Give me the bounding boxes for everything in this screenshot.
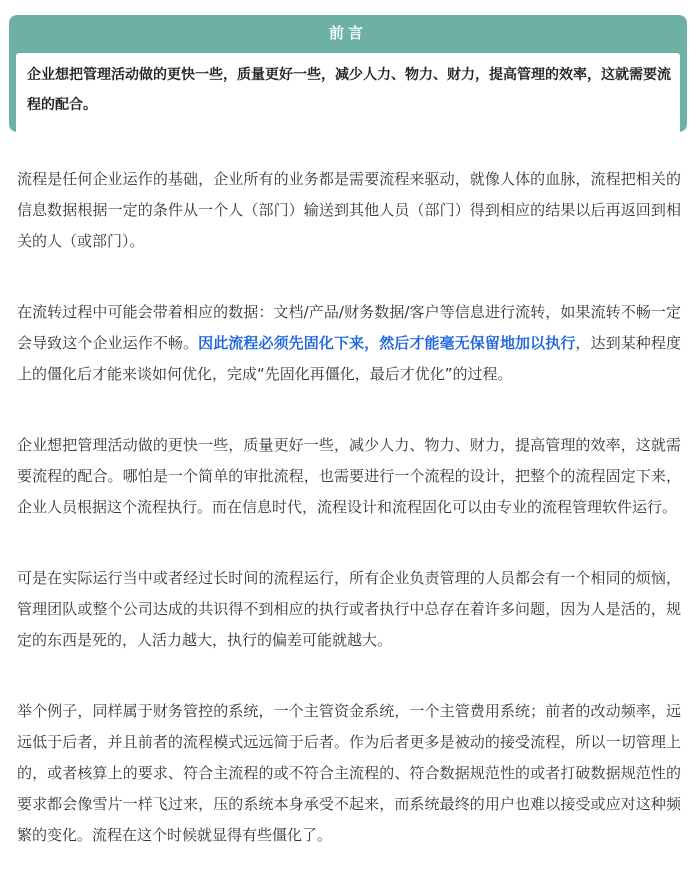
- preface-content: [16, 53, 680, 138]
- preface-text: 企业想把管理活动做的更快一些，质量更好一些，减少人力、物力、财力，提高管理的效率，这就需要流程的配合。: [27, 67, 671, 113]
- paragraph-2: [17, 297, 681, 390]
- paragraph-4: 可是在实际运行当中或者经过长时间的流程运行，所有企业负责管理的人员都会有一个相同的烦恼，管理团队或整个公司达成的共识得不到相应的执行或者执行中总存在着许多问题，因为人是活的，规定的东西是死的，人活力越大，执行的偏差可能就越大。: [17, 569, 681, 649]
- article-body: [17, 164, 681, 891]
- paragraph-1: 流程是任何企业运作的基础，企业所有的业务都是需要流程来驱动，就像人体的血脉，流程把相关的信息数据根据一定的条件从一个人（部门）输送到其他人员（部门）得到相应的结果以后再返回到相关的人（或部门）。: [17, 170, 681, 250]
- paragraph-5: 举个例子，同样属于财务管控的系统，一个主管资金系统，一个主管费用系统；前者的改动频率，远远低于后者，并且前者的流程模式远远简于后者。作为后者更多是被动的接受流程，所以一切管理上的，或者核算上的要求、符合主流程的或不符合主流程的、符合数据规范性的或者打破数据规范性的要求都会像雪片一样飞过来，压的系统本身承受不起来，而系统最终的用户也难以接受或应对这种频繁的变化。流程在这个时候就显得有些僵化了。: [17, 702, 681, 844]
- paragraph-3: 企业想把管理活动做的更快一些，质量更好一些，减少人力、物力、财力，提高管理的效率，这就需要流程的配合。哪怕是一个简单的审批流程，也需要进行一个流程的设计，把整个的流程固定下来，企业人员根据这个流程执行。而在信息时代，流程设计和流程固化可以由专业的流程管理软件运行。: [17, 436, 681, 516]
- paragraph-2-intro: 在流转过程中可能会带着相应的数据：文档/产品/财务数据/客户等信息进行流转，如果流转不畅一定会导致这个企业运作不畅。: [17, 303, 681, 352]
- preface-title: 前言: [328, 24, 367, 42]
- paragraph-2-highlight: 因此流程必须先固化下来，然后才能毫无保留地加以执行: [198, 334, 576, 352]
- paragraph-2-outro: ，达到某种程度上的僵化后才能来谈如何优化，完成“先固化再僵化，最后才优化”的过程。: [17, 334, 681, 383]
- preface-box: [9, 15, 687, 132]
